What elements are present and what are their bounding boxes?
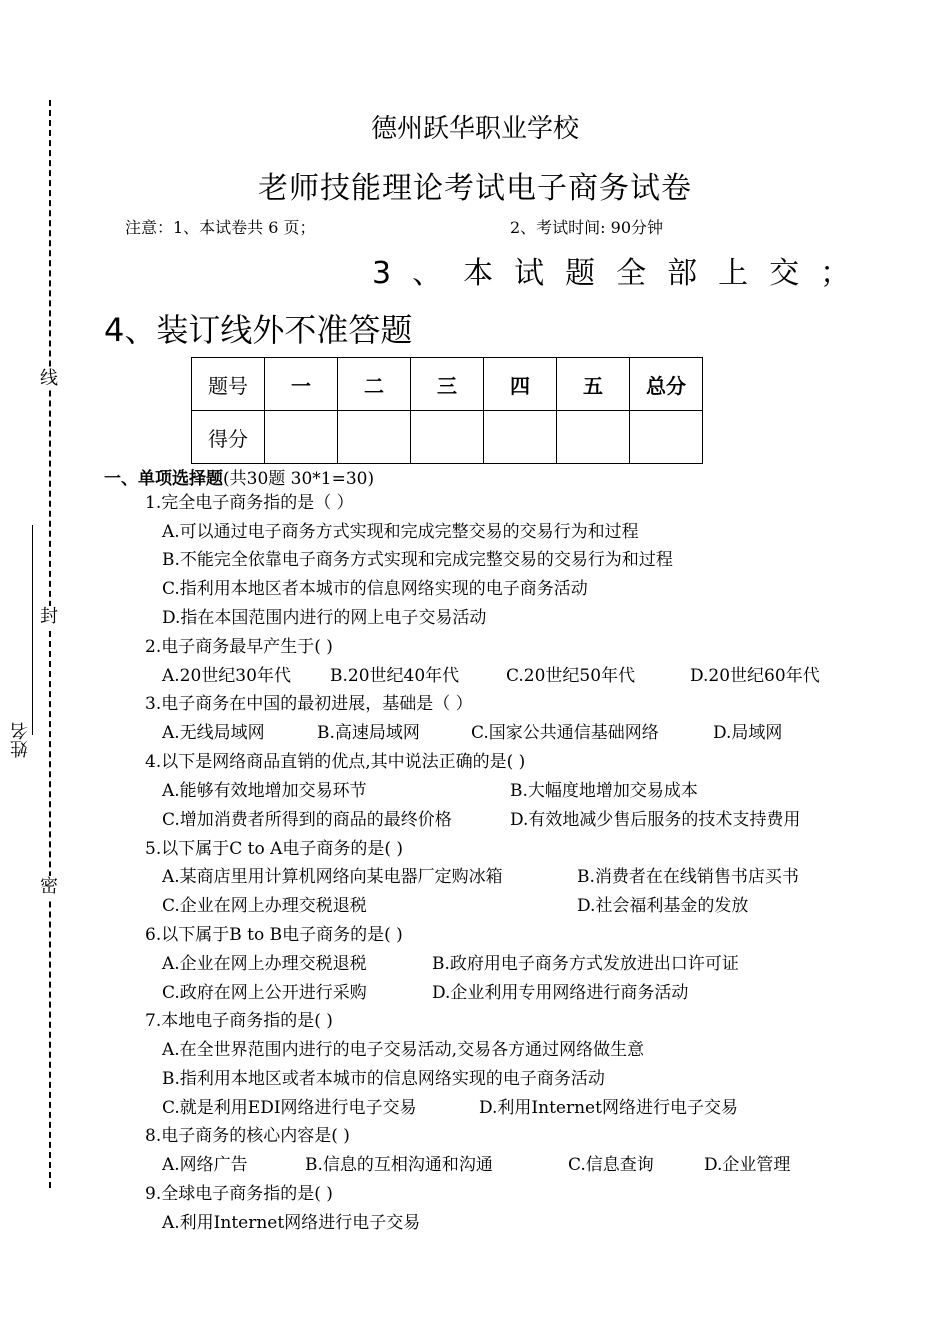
score-table bbox=[191, 357, 703, 464]
name-underline bbox=[32, 525, 33, 735]
note-pages: 注意：1、本试卷共 6 页； bbox=[125, 218, 316, 237]
note-binding: 4、装订线外不准答题 bbox=[104, 311, 413, 349]
section-heading bbox=[104, 464, 374, 489]
score-row-label: 得分 bbox=[192, 411, 265, 464]
option-d: D.社会福利基金的发放 bbox=[577, 896, 749, 916]
option-d: D.有效地减少售后服务的技术支持费用 bbox=[510, 810, 801, 830]
option-c: C.国家公共通信基础网络 bbox=[471, 723, 659, 743]
question-stem: 1.完全电子商务指的是（ ） bbox=[145, 493, 354, 513]
option-c: C.就是利用EDI网络进行电子交易 bbox=[162, 1098, 417, 1118]
question-stem: 2.电子商务最早产生于( ) bbox=[145, 637, 333, 657]
school-name: 德州跃华职业学校 bbox=[370, 114, 579, 144]
option-a: A.网络广告 bbox=[162, 1155, 248, 1175]
option-d: D.局域网 bbox=[713, 723, 783, 743]
score-table-header-row bbox=[192, 358, 703, 411]
option-c: C.增加消费者所得到的商品的最终价格 bbox=[162, 810, 452, 830]
question-stem: 8.电子商务的核心内容是( ) bbox=[145, 1126, 350, 1146]
score-header-cell: 三 bbox=[411, 358, 484, 411]
option-b: B.指利用本地区或者本城市的信息网络实现的电子商务活动 bbox=[162, 1069, 605, 1089]
option-d: D.20世纪60年代 bbox=[690, 666, 820, 686]
option-a: A.在全世界范围内进行的电子交易活动,交易各方通过网络做生意 bbox=[162, 1040, 645, 1060]
binding-dashed-line bbox=[49, 100, 51, 1188]
option-c: C.企业在网上办理交税退税 bbox=[162, 896, 367, 916]
score-header-cell: 总分 bbox=[630, 358, 703, 411]
option-b: B.政府用电子商务方式发放进出口许可证 bbox=[432, 954, 739, 974]
question-stem: 9.全球电子商务指的是( ) bbox=[145, 1184, 333, 1204]
score-cell bbox=[557, 411, 630, 464]
option-a: A.企业在网上办理交税退税 bbox=[162, 954, 367, 974]
binding-mark-line: 线 bbox=[40, 368, 58, 389]
option-a: A.可以通过电子商务方式实现和完成完整交易的交易行为和过程 bbox=[162, 522, 639, 542]
option-b: B.消费者在在线销售书店买书 bbox=[577, 867, 799, 887]
score-cell bbox=[265, 411, 338, 464]
option-b: B.信息的互相沟通和沟通 bbox=[305, 1155, 493, 1175]
binding-mark-secret: 密 bbox=[40, 876, 58, 897]
question-stem: 6.以下属于B to B电子商务的是( ) bbox=[145, 925, 403, 945]
option-a: A.利用Internet网络进行电子交易 bbox=[162, 1213, 421, 1233]
question-stem: 5.以下属于C to A电子商务的是( ) bbox=[145, 839, 404, 859]
question-stem: 3.电子商务在中国的最初进展，基础是（ ） bbox=[145, 694, 473, 714]
score-header-cell: 二 bbox=[338, 358, 411, 411]
question-stem: 7.本地电子商务指的是( ) bbox=[145, 1011, 333, 1031]
option-b: B.高速局域网 bbox=[317, 723, 420, 743]
score-header-cell: 四 bbox=[484, 358, 557, 411]
name-label: 姓名 bbox=[10, 722, 31, 758]
section-note: (共30题 30*1=30) bbox=[223, 469, 375, 489]
option-b: B.大幅度地增加交易成本 bbox=[510, 781, 698, 801]
option-d: D.企业管理 bbox=[704, 1155, 791, 1175]
option-b: B.20世纪40年代 bbox=[330, 666, 460, 686]
score-cell bbox=[630, 411, 703, 464]
option-c: C.政府在网上公开进行采购 bbox=[162, 983, 367, 1003]
option-c: C.指利用本地区者本城市的信息网络实现的电子商务活动 bbox=[162, 579, 588, 599]
option-d: D.利用Internet网络进行电子交易 bbox=[479, 1098, 738, 1118]
option-b: B.不能完全依靠电子商务方式实现和完成完整交易的交易行为和过程 bbox=[162, 550, 673, 570]
option-d: D.企业利用专用网络进行商务活动 bbox=[432, 983, 689, 1003]
score-cell bbox=[484, 411, 557, 464]
exam-title: 老师技能理论考试电子商务试卷 bbox=[258, 171, 692, 206]
option-c: C.信息查询 bbox=[568, 1155, 654, 1175]
note-submit: 3、本试题全部上交； bbox=[372, 256, 872, 291]
question-stem: 4.以下是网络商品直销的优点,其中说法正确的是( ) bbox=[145, 752, 526, 772]
option-a: A.20世纪30年代 bbox=[162, 666, 291, 686]
option-c: C.20世纪50年代 bbox=[506, 666, 636, 686]
option-a: A.无线局域网 bbox=[162, 723, 265, 743]
score-header-cell: 五 bbox=[557, 358, 630, 411]
section-title: 一、单项选择题 bbox=[104, 469, 223, 489]
score-table-score-row bbox=[192, 411, 703, 464]
binding-mark-seal: 封 bbox=[40, 606, 58, 627]
score-header-cell: 题号 bbox=[192, 358, 265, 411]
score-cell bbox=[411, 411, 484, 464]
score-cell bbox=[338, 411, 411, 464]
option-a: A.某商店里用计算机网络向某电器厂定购冰箱 bbox=[162, 867, 503, 887]
score-header-cell: 一 bbox=[265, 358, 338, 411]
option-a: A.能够有效地增加交易环节 bbox=[162, 781, 367, 801]
note-time: 2、考试时间: 90分钟 bbox=[510, 218, 664, 237]
option-d: D.指在本国范围内进行的网上电子交易活动 bbox=[162, 608, 487, 628]
